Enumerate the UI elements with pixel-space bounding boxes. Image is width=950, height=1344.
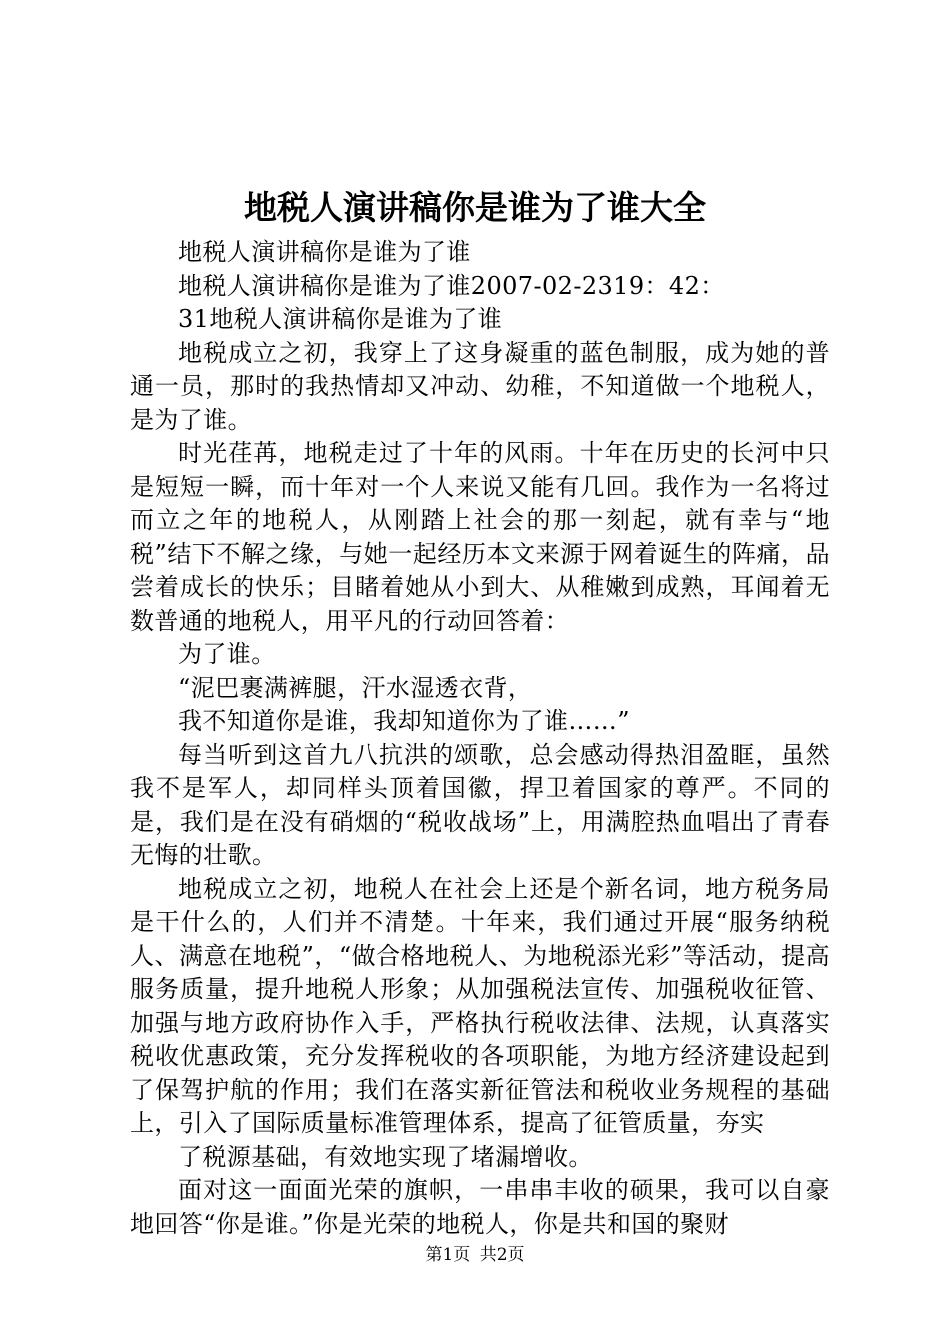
paragraph: 我不知道你是谁，我却知道你为了谁……” xyxy=(178,707,630,735)
paragraph: 31地税人演讲稿你是谁为了谁 xyxy=(178,305,503,333)
paragraph: 每当听到这首九八抗洪的颂歌，总会感动得热泪盈眶，虽然我不是军人，却同样头顶着国徽，捍卫着国家的尊严。不同的是，我们是在没有硝烟的“税收战场”上，用满腔热血唱出了青春无悔的壮歌。 xyxy=(130,740,830,869)
paragraph: 为了谁。 xyxy=(178,640,276,668)
page-total: 共2页 xyxy=(479,1245,525,1265)
paragraph: 时光荏苒，地税走过了十年的风雨。十年在历史的长河中只是短短一瞬，而十年对一个人来说又能有几回。我作为一名将过而立之年的地税人，从刚踏上社会的那一刻起，就有幸与“地税”结下不解之缘，与她一起经历本文来源于网着诞生的阵痛，品尝着成长的快乐；目睹着她从小到大、从稚嫩到成熟，耳闻着无数普通的地税人，用平凡的行动回答着： xyxy=(130,439,830,635)
paragraph: 了税源基础，有效地实现了堵漏增收。 xyxy=(178,1142,593,1171)
document-title: 地税人演讲稿你是谁为了谁大全 xyxy=(244,188,706,227)
page-number: 第1页 xyxy=(425,1245,471,1265)
paragraph: “泥巴裹满裤腿，汗水湿透衣背， xyxy=(178,673,533,702)
paragraph: 地税成立之初，地税人在社会上还是个新名词，地方税务局是干什么的，人们并不清楚。十年来，我们通过开展“服务纳税人、满意在地税”，“做合格地税人、为地税添光彩”等活动，提高服务质量，提升地税人形象；从加强税法宣传、加强税收征管、加强与地方政府协作入手，严格执行税收法律、法规，认真落实税收优惠政策，充分发挥税收的各项职能，为地方经济建设起到了保驾护航的作用；我们在落实新征管法和税收业务规程的基础上，引入了国际质量标准管理体系，提高了征管质量，夯实 xyxy=(130,874,830,1137)
document-body xyxy=(130,236,830,1241)
page-footer xyxy=(0,1244,950,1266)
paragraph: 面对这一面面光荣的旗帜，一串串丰收的硕果，我可以自豪地回答“你是谁。”你是光荣的地税人，你是共和国的聚财 xyxy=(130,1176,830,1238)
paragraph: 地税人演讲稿你是谁为了谁2007-02-2319：42： xyxy=(178,271,725,300)
paragraph: 地税人演讲稿你是谁为了谁 xyxy=(178,238,471,266)
paragraph: 地税成立之初，我穿上了这身凝重的蓝色制服，成为她的普通一员，那时的我热情却又冲动、幼稚，不知道做一个地税人，是为了谁。 xyxy=(130,338,830,434)
